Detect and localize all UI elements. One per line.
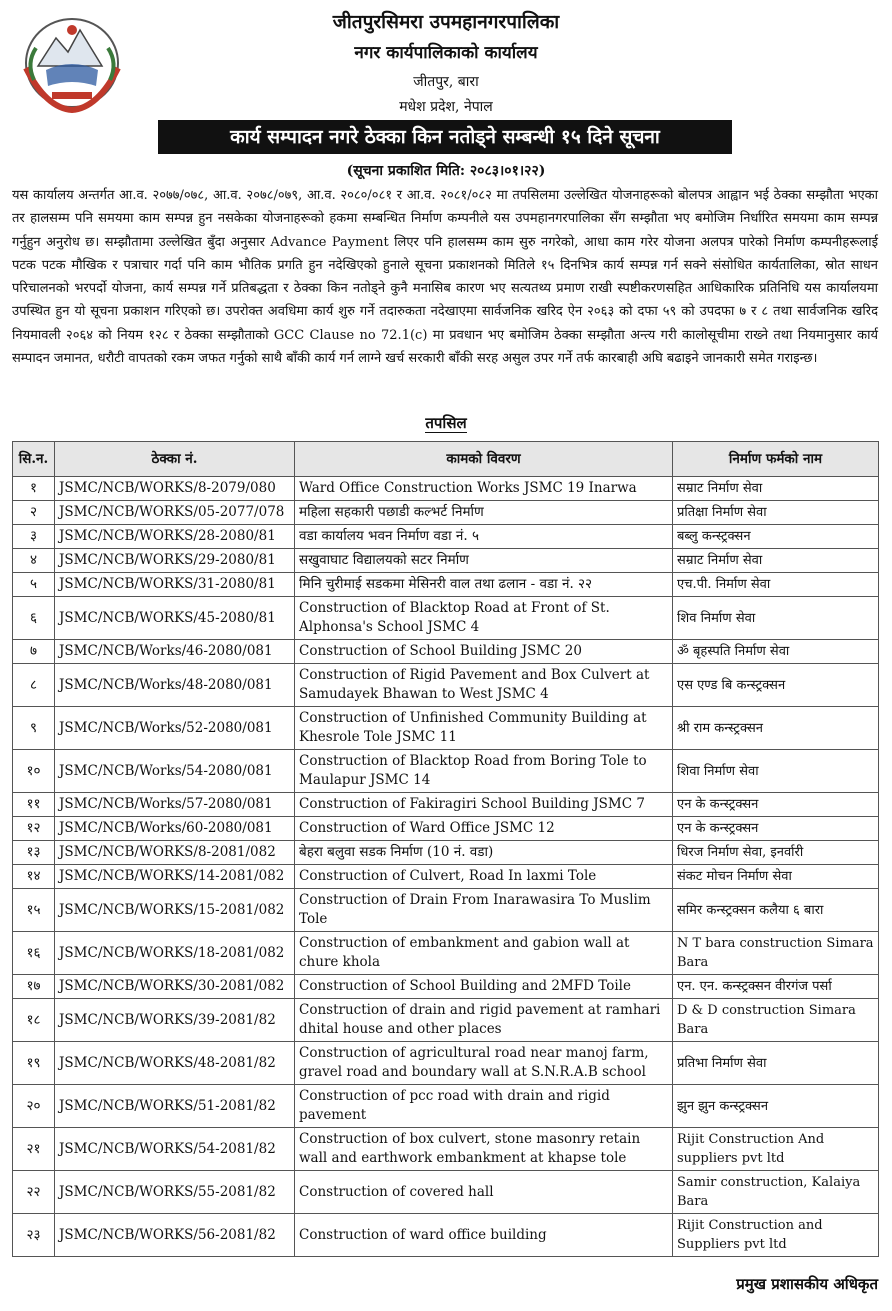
firm-name: Samir construction, Kalaiya Bara [673, 1171, 879, 1214]
work-description: Construction of embankment and gabion wall at chure khola [295, 932, 673, 975]
row-serial: १२ [13, 817, 55, 841]
column-header-work: कामको विवरण [295, 442, 673, 477]
contract-number: JSMC/NCB/WORKS/45-2080/81 [55, 597, 295, 640]
municipality-name: जीतपुरसिमरा उपमहानगरपालिका [332, 11, 560, 33]
table-row [13, 477, 879, 501]
table-row [13, 549, 879, 573]
row-serial: १४ [13, 865, 55, 889]
row-serial: २० [13, 1085, 55, 1128]
work-description: Construction of box culvert, stone masonry retain wall and earthwork embankment at khapse tole [295, 1128, 673, 1171]
row-serial: १ [13, 477, 55, 501]
firm-name: एन. एन. कन्स्ट्रक्सन वीरगंज पर्सा [673, 975, 879, 999]
row-serial: ९ [13, 707, 55, 750]
row-serial: ३ [13, 525, 55, 549]
work-description: Construction of Blacktop Road from Boring Tole to Maulapur JSMC 14 [295, 750, 673, 793]
contract-number: JSMC/NCB/WORKS/55-2081/82 [55, 1171, 295, 1214]
contract-number: JSMC/NCB/WORKS/39-2081/82 [55, 999, 295, 1042]
row-serial: १६ [13, 932, 55, 975]
contract-number: JSMC/NCB/Works/48-2080/081 [55, 664, 295, 707]
firm-name: एन के कन्स्ट्रक्सन [673, 793, 879, 817]
firm-name: Rijit Construction And suppliers pvt ltd [673, 1128, 879, 1171]
contract-number: JSMC/NCB/WORKS/48-2081/82 [55, 1042, 295, 1085]
table-row [13, 750, 879, 793]
work-description: Construction of Drain From Inarawasira To Muslim Tole [295, 889, 673, 932]
work-description: Construction of drain and rigid pavement at ramhari dhital house and other places [295, 999, 673, 1042]
row-serial: १३ [13, 841, 55, 865]
firm-name: एच.पी. निर्माण सेवा [673, 573, 879, 597]
table-row [13, 597, 879, 640]
firm-name: सम्राट निर्माण सेवा [673, 549, 879, 573]
row-serial: २३ [13, 1214, 55, 1257]
table-row [13, 865, 879, 889]
work-description: Construction of Unfinished Community Building at Khesrole Tole JSMC 11 [295, 707, 673, 750]
table-row [13, 525, 879, 549]
notice-title: कार्य सम्पादन नगरे ठेक्का किन नतोड्ने सम्बन्धी १५ दिने सूचना [158, 120, 732, 154]
work-description: Construction of Rigid Pavement and Box Culvert at Samudayek Bhawan to West JSMC 4 [295, 664, 673, 707]
office-name: नगर कार्यपालिकाको कार्यालय [354, 43, 538, 63]
work-description: महिला सहकारी पछाडी कल्भर्ट निर्माण [295, 501, 673, 525]
signatory-title: प्रमुख प्रशासकीय अधिकृत [736, 1275, 878, 1293]
contract-number: JSMC/NCB/WORKS/30-2081/082 [55, 975, 295, 999]
table-row [13, 793, 879, 817]
table-row [13, 664, 879, 707]
table-row [13, 932, 879, 975]
work-description: Construction of agricultural road near manoj farm, gravel road and boundary wall at S.N.R.A.B school [295, 1042, 673, 1085]
work-description: Construction of covered hall [295, 1171, 673, 1214]
firm-name: समिर कन्स्ट्रक्सन कलैया ६ बारा [673, 889, 879, 932]
work-description: Construction of ward office building [295, 1214, 673, 1257]
table-row [13, 1085, 879, 1128]
row-serial: ७ [13, 640, 55, 664]
row-serial: ५ [13, 573, 55, 597]
work-description: Construction of Ward Office JSMC 12 [295, 817, 673, 841]
contract-number: JSMC/NCB/WORKS/14-2081/082 [55, 865, 295, 889]
contract-number: JSMC/NCB/WORKS/28-2080/81 [55, 525, 295, 549]
contract-number: JSMC/NCB/Works/60-2080/081 [55, 817, 295, 841]
column-header-contract: ठेक्का नं. [55, 442, 295, 477]
table-row [13, 975, 879, 999]
row-serial: ६ [13, 597, 55, 640]
firm-name: श्री राम कन्स्ट्रक्सन [673, 707, 879, 750]
work-description: वडा कार्यालय भवन निर्माण वडा नं. ५ [295, 525, 673, 549]
row-serial: १९ [13, 1042, 55, 1085]
firm-name: D & D construction Simara Bara [673, 999, 879, 1042]
work-description: Construction of Fakiragiri School Building JSMC 7 [295, 793, 673, 817]
firm-name: ॐ बृहस्पति निर्माण सेवा [673, 640, 879, 664]
contract-number: JSMC/NCB/WORKS/8-2081/082 [55, 841, 295, 865]
firm-name: N T bara construction Simara Bara [673, 932, 879, 975]
firm-name: बब्लु कन्स्ट्रक्सन [673, 525, 879, 549]
work-description: सखुवाघाट विद्यालयको सटर निर्माण [295, 549, 673, 573]
firm-name: संकट मोचन निर्माण सेवा [673, 865, 879, 889]
table-row [13, 817, 879, 841]
firm-name: एन के कन्स्ट्रक्सन [673, 817, 879, 841]
work-description: Construction of Culvert, Road In laxmi Tole [295, 865, 673, 889]
row-serial: ८ [13, 664, 55, 707]
firm-name: प्रतिभा निर्माण सेवा [673, 1042, 879, 1085]
table-row [13, 707, 879, 750]
row-serial: १५ [13, 889, 55, 932]
schedule-heading-text: तपसिल [425, 414, 467, 432]
row-serial: २२ [13, 1171, 55, 1214]
table-row [13, 1171, 879, 1214]
office-province: मधेश प्रदेश, नेपाल [399, 99, 493, 115]
contract-number: JSMC/NCB/WORKS/29-2080/81 [55, 549, 295, 573]
work-description: मिनि चुरीमाई सडकमा मेसिनरी वाल तथा ढलान - वडा नं. २२ [295, 573, 673, 597]
office-location: जीतपुर, बारा [413, 74, 479, 90]
firm-name: Rijit Construction and Suppliers pvt ltd [673, 1214, 879, 1257]
table-row [13, 1128, 879, 1171]
notice-body: यस कार्यालय अन्तर्गत आ.व. २०७७/०७८, आ.व. २०७८/०७९, आ.व. २०८०/०८१ र आ.व. २०८१/०८२ मा तपसिलमा उल्लेखित योजनाहरूको बोलपत्र आह्वान भई ठेक्का सम्झौता भएका तर हालसम्म पनि समयमा काम सम्पन्न हुन नसकेका योजनाहरूको हकमा सम्बन्धित निर्माण कम्पनीले यस उपमहानगरपालिका सँग सम्झौता भए बमोजिम निर्धारित समयमा काम सम्पन्न गर्नुहुन अनुरोध छ। सम्झौतामा उल्लेखित बुँदा अनुसार Advance Payment लिएर पनि हालसम्म काम सुरु नगरेको, आधा काम गरेर योजना अलपत्र पारेको निर्माण कम्पनीहरूलाई पटक पटक मौखिक र पत्राचार गर्दा पनि काम भौतिक प्रगति हुन नदेखिएको हुनाले सूचना प्रकाशनको मितिले १५ दिनभित्र कार्य सम्पन्न गर्न सक्ने संसोधित कार्यतालिका, स्रोत साधन परिचालनको भरपर्दो योजना, कार्य सम्पन्न गर्ने प्रतिबद्धता र ठेक्का किन नतोड्ने कुनै मनासिब कारण भए सत्यतथ्य प्रमाण राखी स्पष्टीकरणसहित आधिकारिक प्रतिनिधि यस कार्यालयमा उपस्थित हुन यो सूचना प्रकाशन गरिएको छ। उपरोक्त अवधिमा कार्य शुरु गर्ने तदारुकता नदेखाएमा सार्वजनिक खरिद ऐन २०६३ को दफा ५९ को उपदफा ७ र ८ तथा सार्वजनिक खरिद नियमावली २०६४ को नियम १२८ र ठेक्का सम्झौताको GCC Clause no 72.1(c) मा प्रवधान भए बमोजिम ठेक्का सम्झौता अन्त्य गरी कालोसूचीमा राख्ने तथा नियमानुसार कार्य सम्पादन जमानत, धरौटी वापतको रकम जफत गर्नुको साथै बाँकी कार्य गर्न लाग्ने खर्च सरकारी बाँकी सरह असुल उपर गर्ने तर्फ कारबाही अघि बढाइने जानकारी समेत गराइन्छ। [12, 188, 878, 367]
table-row [13, 640, 879, 664]
firm-name: शिव निर्माण सेवा [673, 597, 879, 640]
contract-number: JSMC/NCB/Works/57-2080/081 [55, 793, 295, 817]
firm-name: सम्राट निर्माण सेवा [673, 477, 879, 501]
table-row [13, 573, 879, 597]
publication-date: (सूचना प्रकाशित मिति: २०८३।०१।२२) [346, 163, 546, 179]
column-header-firm: निर्माण फर्मको नाम [673, 442, 879, 477]
contract-number: JSMC/NCB/Works/52-2080/081 [55, 707, 295, 750]
row-serial: १७ [13, 975, 55, 999]
table-row [13, 1214, 879, 1257]
contract-number: JSMC/NCB/WORKS/56-2081/82 [55, 1214, 295, 1257]
table-row [13, 889, 879, 932]
row-serial: २ [13, 501, 55, 525]
contract-number: JSMC/NCB/WORKS/8-2079/080 [55, 477, 295, 501]
contract-number: JSMC/NCB/Works/46-2080/081 [55, 640, 295, 664]
row-serial: २१ [13, 1128, 55, 1171]
work-description: Ward Office Construction Works JSMC 19 Inarwa [295, 477, 673, 501]
firm-name: एस एण्ड बि कन्स्ट्रक्सन [673, 664, 879, 707]
firm-name: झुन झुन कन्स्ट्रक्सन [673, 1085, 879, 1128]
work-description: Construction of Blacktop Road at Front of St. Alphonsa's School JSMC 4 [295, 597, 673, 640]
contract-number: JSMC/NCB/Works/54-2080/081 [55, 750, 295, 793]
row-serial: ११ [13, 793, 55, 817]
table-body [13, 477, 879, 1257]
column-header-sn: सि.न. [13, 442, 55, 477]
contract-number: JSMC/NCB/WORKS/18-2081/082 [55, 932, 295, 975]
work-description: Construction of School Building and 2MFD Toile [295, 975, 673, 999]
table-row [13, 999, 879, 1042]
table-header-row [13, 442, 879, 477]
table-row [13, 841, 879, 865]
firm-name: प्रतिक्षा निर्माण सेवा [673, 501, 879, 525]
work-description: Construction of School Building JSMC 20 [295, 640, 673, 664]
schedule-heading [0, 413, 892, 433]
contract-number: JSMC/NCB/WORKS/31-2080/81 [55, 573, 295, 597]
work-description: Construction of pcc road with drain and rigid pavement [295, 1085, 673, 1128]
letterhead [0, 0, 892, 115]
contract-number: JSMC/NCB/WORKS/15-2081/082 [55, 889, 295, 932]
contract-number: JSMC/NCB/WORKS/54-2081/82 [55, 1128, 295, 1171]
contract-number: JSMC/NCB/WORKS/05-2077/078 [55, 501, 295, 525]
firm-name: शिवा निर्माण सेवा [673, 750, 879, 793]
firm-name: धिरज निर्माण सेवा, इनर्वारी [673, 841, 879, 865]
table-row [13, 501, 879, 525]
row-serial: ४ [13, 549, 55, 573]
work-description: बेहरा बलुवा सडक निर्माण (10 नं. वडा) [295, 841, 673, 865]
contract-number: JSMC/NCB/WORKS/51-2081/82 [55, 1085, 295, 1128]
table-row [13, 1042, 879, 1085]
row-serial: १८ [13, 999, 55, 1042]
contracts-table [12, 441, 879, 1257]
row-serial: १० [13, 750, 55, 793]
